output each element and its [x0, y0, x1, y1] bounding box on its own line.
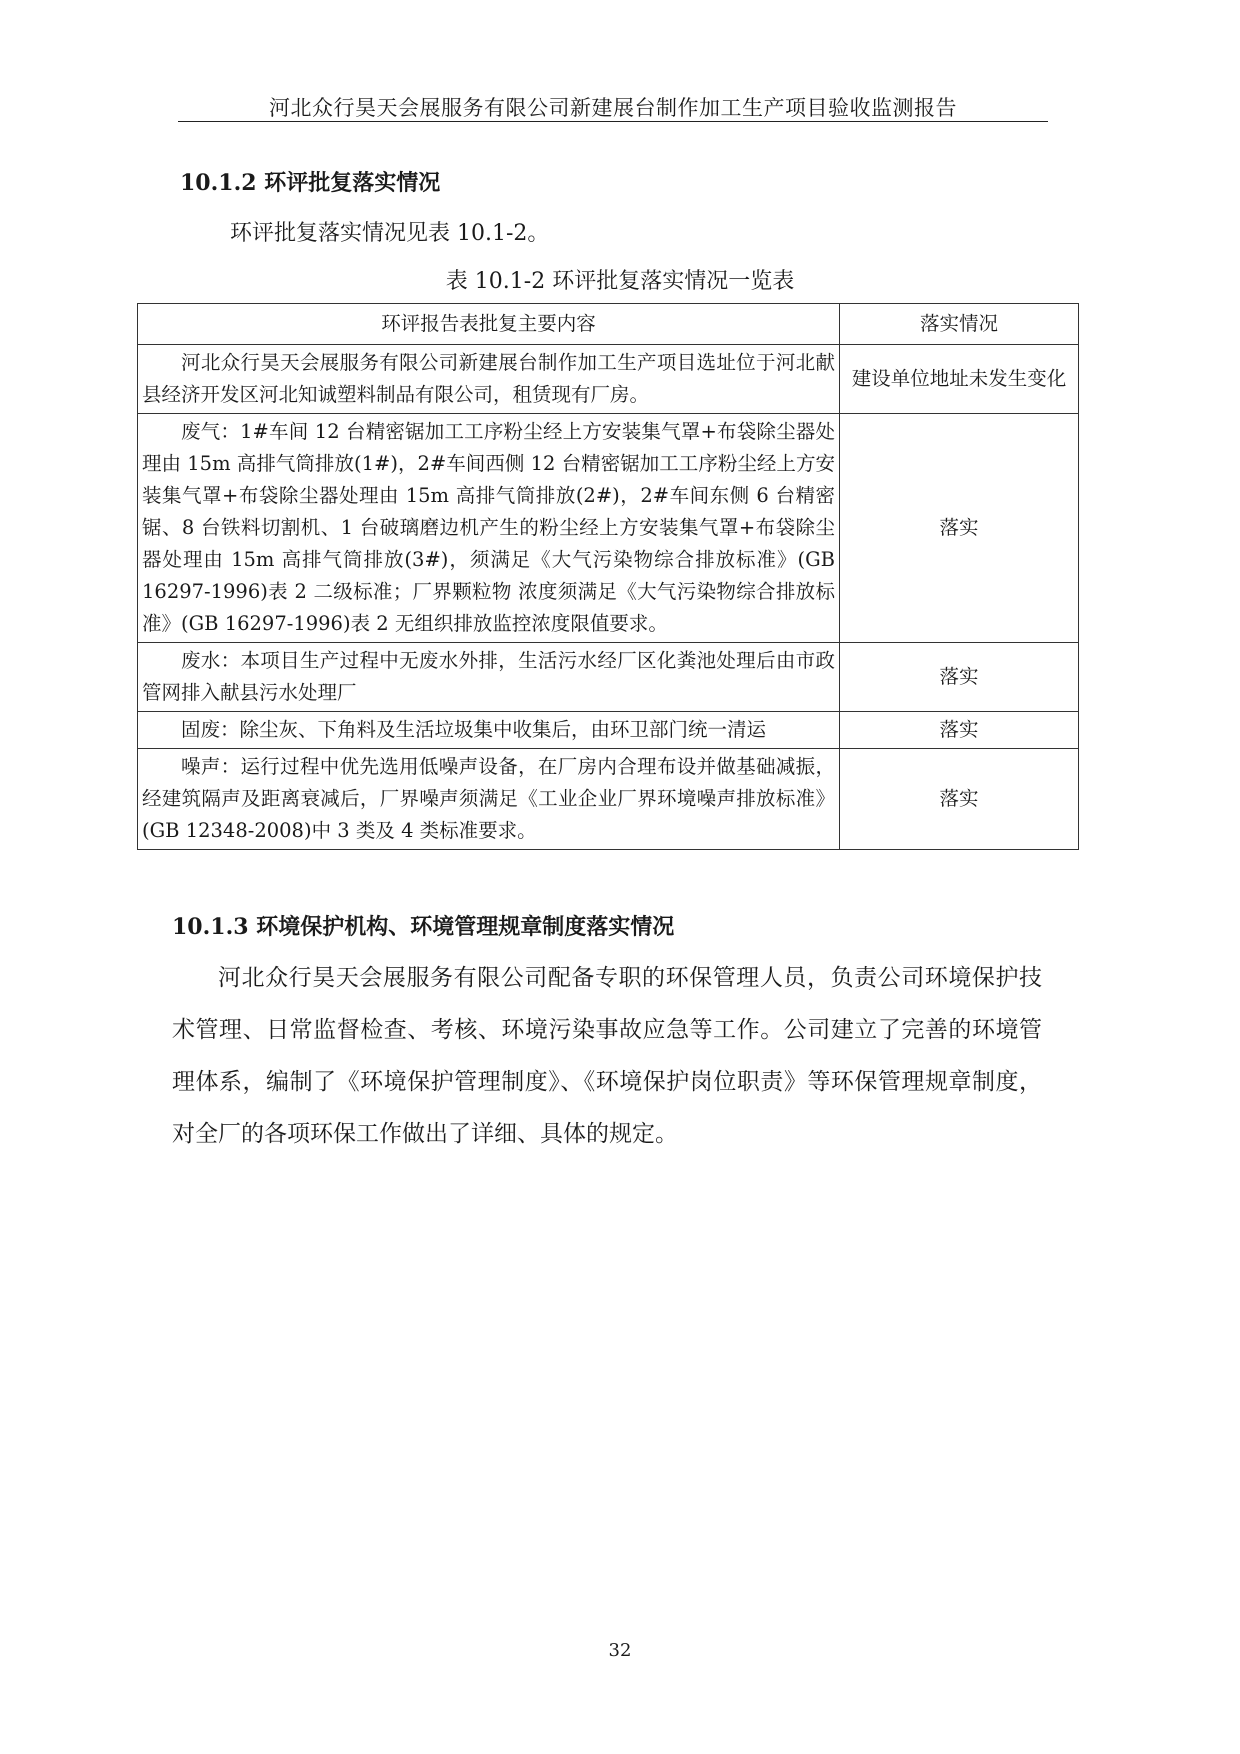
status-cell: 落实: [840, 414, 1079, 643]
body-paragraph: 河北众行昊天会展服务有限公司配备专职的环保管理人员，负责公司环境保护技术管理、日常监督检查、考核、环境污染事故应急等工作。公司建立了完善的环境管理体系，编制了《环境保护管理制度》、《环境保护岗位职责》等环保管理规章制度，对全厂的各项环保工作做出了详细、具体的规定。: [172, 965, 1042, 1147]
section-intro: 环评批复落实情况见表 10.1-2。: [230, 221, 550, 246]
requirement-cell: [138, 643, 840, 712]
requirement-cell: [138, 749, 840, 850]
requirement-text: 废气：1#车间 12 台精密锯加工工序粉尘经上方安装集气罩+布袋除尘器处理由 15m 高排气筒排放(1#)，2#车间西侧 12 台精密锯加工工序粉尘经上方安装集气罩+布袋除尘器处理由 15m 高排气筒排放(2#)，2#车间东侧 6 台精密锯、8 台铁料切割机、1 台破璃磨边机产生的粉尘经上方安装集气罩+布袋除尘器处理由 15m 高排气筒排放(3#)，须满足《大气污染物综合排放标准》(GB 16297-1996)表 2 二级标准；厂界颗粒物 浓度须满足《大气污染物综合排放标准》(GB 16297-1996)表 2 无组织排放监控浓度限值要求。: [142, 420, 835, 635]
table-row: [138, 749, 1079, 850]
table-row: [138, 643, 1079, 712]
section-heading-10-1-3: 10.1.3 环境保护机构、环境管理规章制度落实情况: [172, 914, 675, 940]
status-cell: 落实: [840, 749, 1079, 850]
requirement-text: 废水：本项目生产过程中无废水外排，生活污水经厂区化粪池处理后由市政管网排入献县污水处理厂: [142, 649, 835, 704]
table-row: [138, 414, 1079, 643]
section-heading-10-1-2: 10.1.2 环评批复落实情况: [180, 170, 441, 196]
status-cell: 建设单位地址未发生变化: [840, 345, 1079, 414]
table-row: [138, 345, 1079, 414]
header-rule: [178, 121, 1048, 122]
table-header-row: [138, 304, 1079, 345]
requirement-cell: [138, 712, 840, 749]
column-header-content: 环评报告表批复主要内容: [138, 304, 840, 345]
page-header: 河北众行昊天会展服务有限公司新建展台制作加工生产项目验收监测报告: [269, 96, 957, 120]
requirement-text: 河北众行昊天会展服务有限公司新建展台制作加工生产项目选址位于河北献县经济开发区河北知诚塑料制品有限公司，租赁现有厂房。: [142, 351, 835, 406]
requirement-text: 固废：除尘灰、下角料及生活垃圾集中收集后，由环卫部门统一清运: [181, 718, 767, 741]
table-caption: 表 10.1-2 环评批复落实情况一览表: [445, 269, 795, 294]
compliance-table: [137, 303, 1079, 850]
requirement-cell: [138, 414, 840, 643]
requirement-cell: [138, 345, 840, 414]
requirement-text: 噪声：运行过程中优先选用低噪声设备，在厂房内合理布设并做基础减振，经建筑隔声及距离衰减后，厂界噪声须满足《工业企业厂界环境噪声排放标准》(GB 12348-2008)中 3 类及 4 类标准要求。: [142, 755, 835, 842]
table-row: [138, 712, 1079, 749]
status-cell: 落实: [840, 643, 1079, 712]
column-header-status: 落实情况: [840, 304, 1079, 345]
page-number: 32: [608, 1640, 632, 1661]
status-cell: 落实: [840, 712, 1079, 749]
